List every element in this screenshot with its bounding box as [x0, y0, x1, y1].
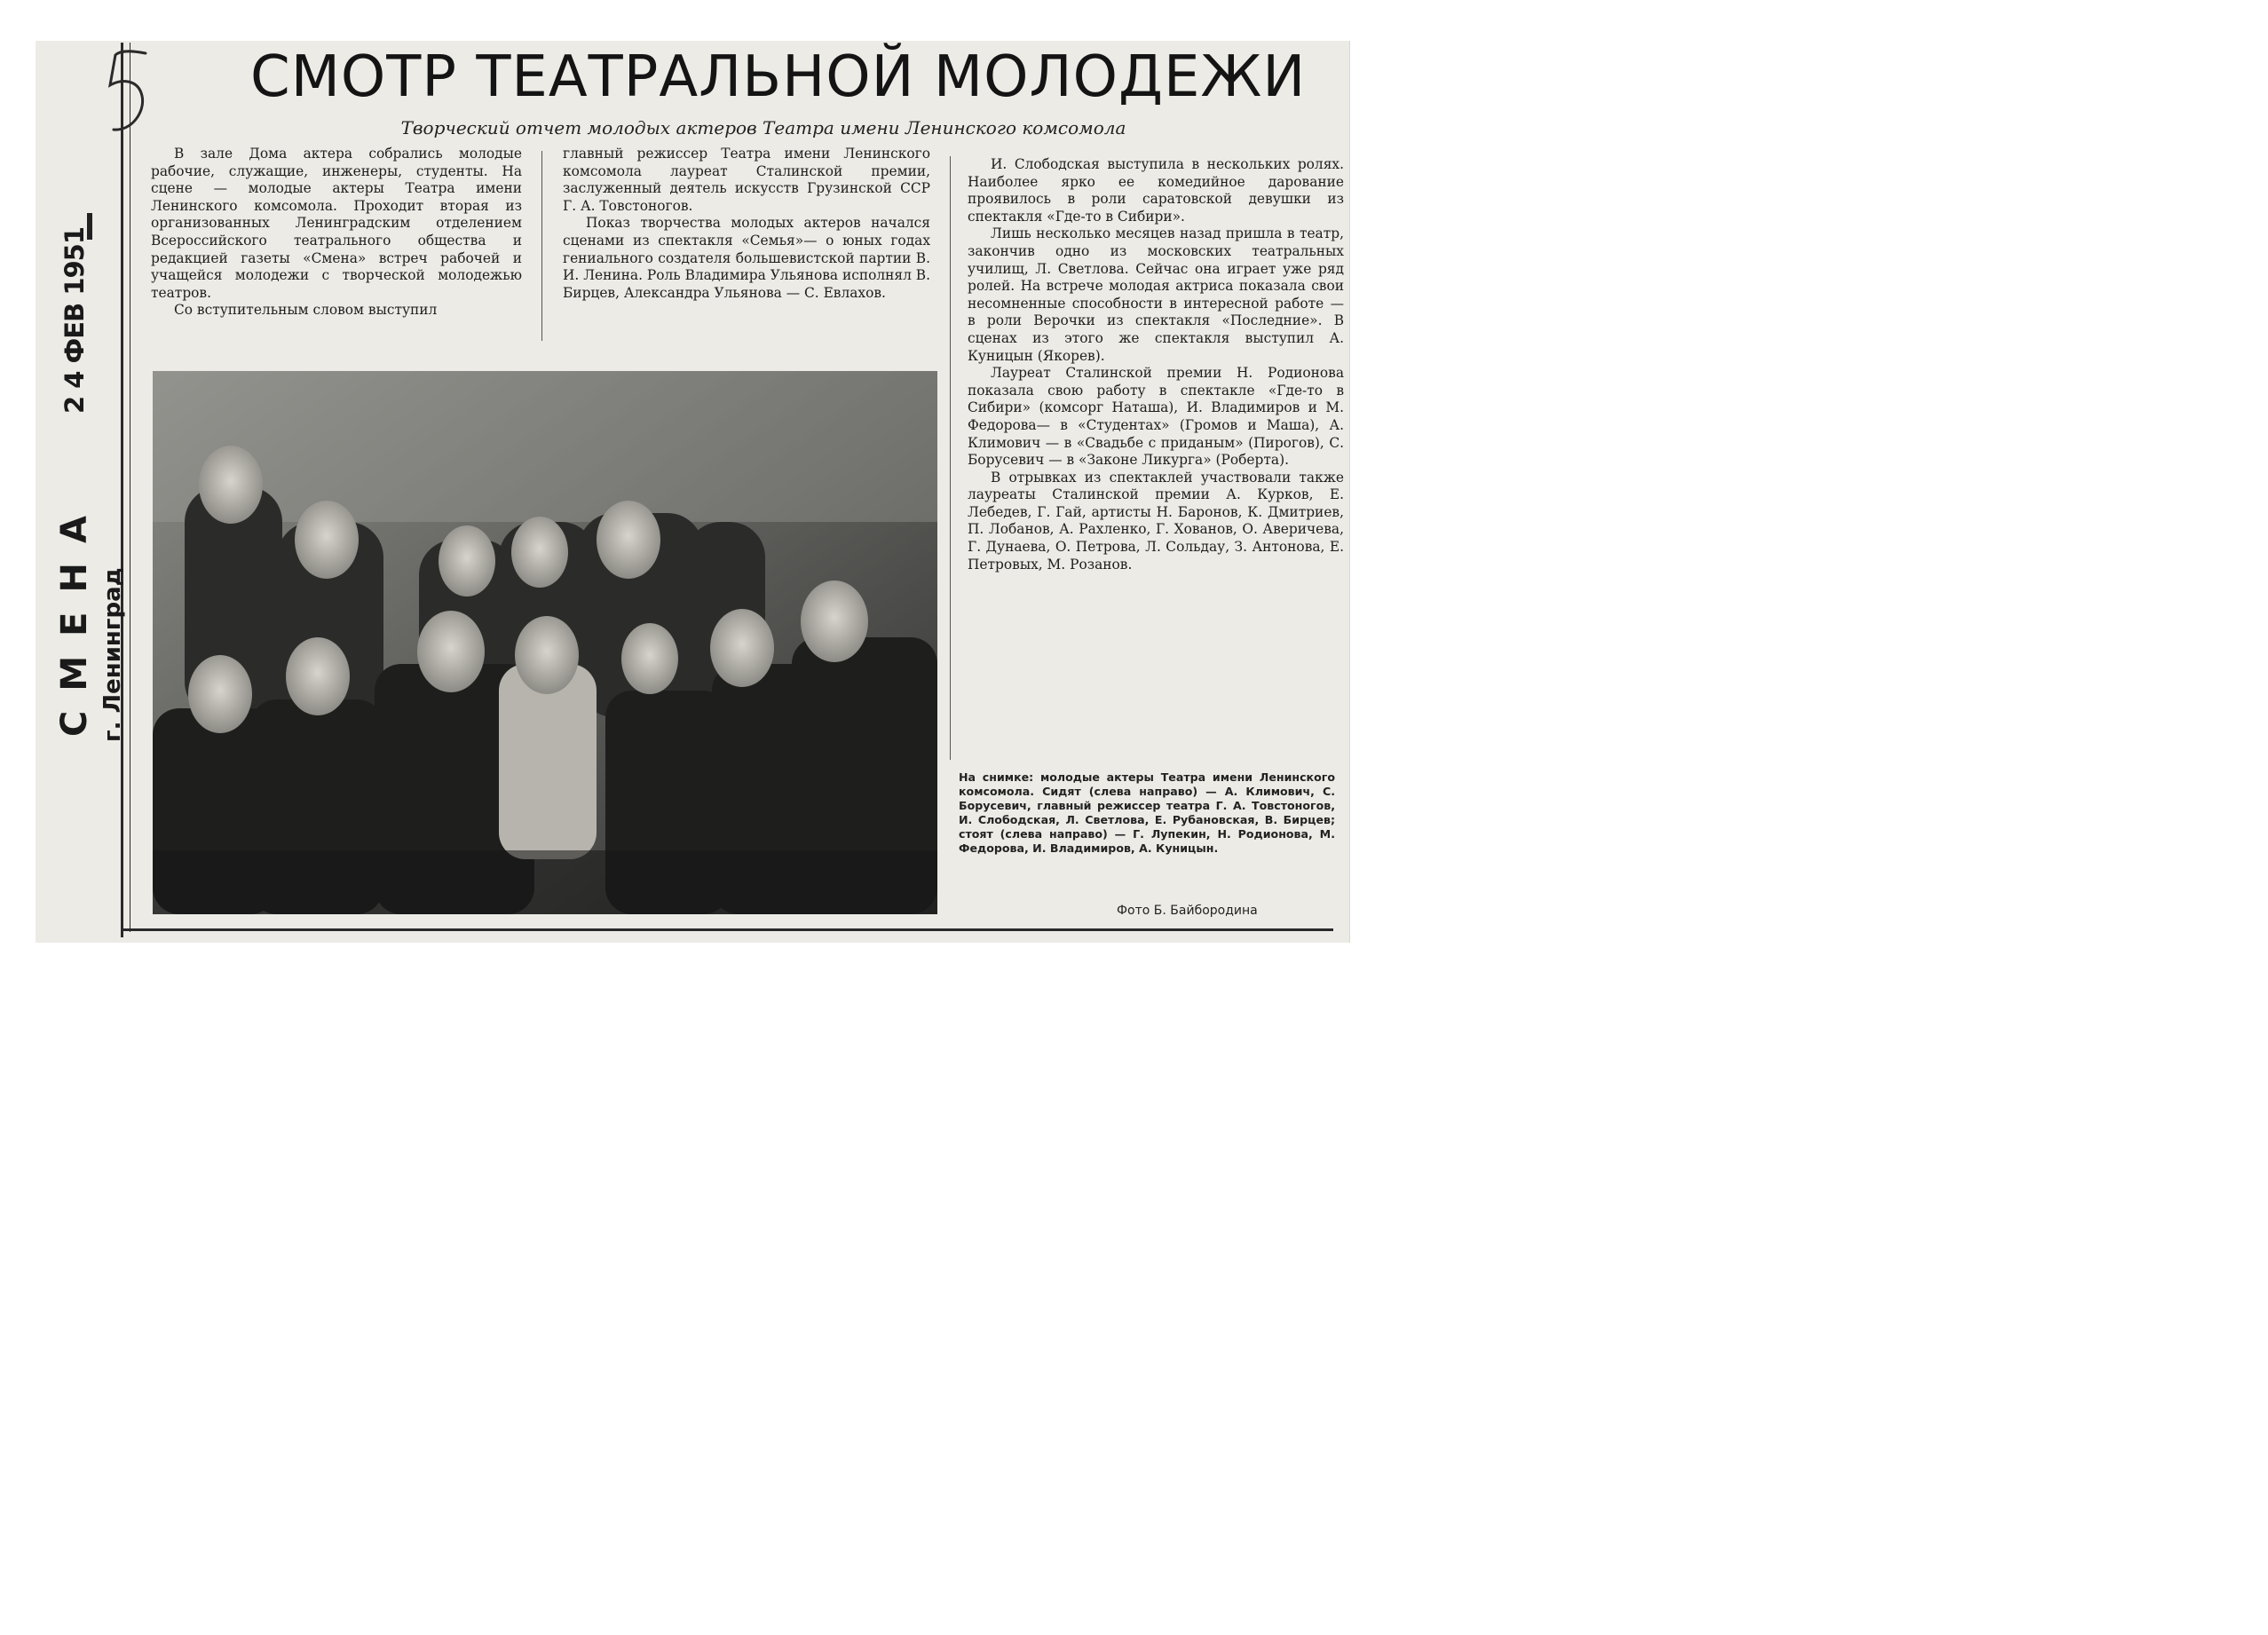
- photo-credit: Фото Б. Байбородина: [1117, 904, 1258, 918]
- left-frame-rule: [121, 43, 123, 937]
- column-divider: [950, 156, 951, 760]
- paragraph: главный режиссер Театра имени Ленинского комсомола лауреат Сталинской премии, заслуженный деятель искусств Грузинской ССР Г. А. Товстоногов.: [563, 146, 930, 214]
- paragraph: Лишь несколько месяцев назад пришла в театр, закончив одно из московских театральных училищ, Л. Светлова. Сейчас она играет уже ряд ролей. На встрече молодая актриса показала свои несомненные способности в интересной работе — в роли Верочки из спектакля «Последние». В сценах из этого же спектакля выступил А. Куницын (Якорев).: [968, 225, 1344, 364]
- photo-caption: На снимке: молодые актеры Театра имени Ленинского комсомола. Сидят (слева направо) — А. Климович, С. Борусевич, главный режиссер театра Г. А. Товстоногов, И. Слободская, Л. Светлова, Е. Рубановская, В. Бирцев; стоят (слева направо) — Г. Лупекин, Н. Родионова, М. Федорова, И. Владимиров, А. Куницын.: [959, 770, 1335, 855]
- column-divider: [541, 151, 542, 341]
- newspaper-city: г. Ленинград: [99, 567, 126, 742]
- paragraph: И. Слободская выступила в нескольких ролях. Наиболее ярко ее комедийное дарование проявилось в роли саратовской девушки из спектакля «Где-то в Сибири».: [968, 156, 1344, 225]
- article-subhead: Творческий отчет молодых актеров Театра имени Ленинского комсомола: [400, 117, 1126, 138]
- group-photo: [153, 371, 937, 914]
- group-photo-image: [153, 371, 937, 914]
- paragraph: Лауреат Сталинской премии Н. Родионова показала свою работу в спектакле «Где-то в Сибири» (комсорг Наташа), И. Владимиров и М. Федорова— в «Студентах» (Громов и Маша), А. Климович — в «Свадьбе с приданым» (Пирогов), С. Борусевич — в «Законе Ликурга» (Роберта).: [968, 365, 1344, 469]
- stamp-date: [62, 351, 87, 414]
- page: [0, 0, 1376, 980]
- text-column-3: [968, 156, 1344, 573]
- bottom-frame-rule: [121, 928, 1333, 931]
- paragraph: В отрывках из спектаклей участвовали также лауреаты Сталинской премии А. Курков, Е. Лебедев, Г. Гай, артисты Н. Баронов, К. Дмитриев, П. Лобанов, А. Рахленко, Г. Хованов, О. Аверичева, Г. Дунаева, О. Петрова, Л. Сольдау, З. Антонова, Е. Петровых, М. Розанов.: [968, 469, 1344, 573]
- newspaper-name: СМЕНА: [54, 496, 95, 737]
- article-headline: СМОТР ТЕАТРАЛЬНОЙ МОЛОДЕЖИ: [250, 44, 1307, 110]
- text-column-2: [563, 146, 930, 302]
- text-column-1: [151, 146, 522, 320]
- paragraph: Показ творчества молодых актеров начался сценами из спектакля «Семья»— о юных годах гениального создателя большевистской партии В. И. Ленина. Роль Владимира Ульянова исполнял В. Бирцев, Александра Ульянова — С. Евлахов.: [563, 215, 930, 301]
- paragraph: Со вступительным словом выступил: [174, 302, 438, 319]
- pencil-mark: [92, 46, 154, 153]
- paragraph: В зале Дома актера собрались молодые рабочие, служащие, инженеры, студенты. На сцене — молодые актеры Театра имени Ленинского комсомола. Проходит вторая из организованных Ленинградским отделением Всероссийского театрального общества и редакцией газеты «Смена» встреч рабочей и учащейся молодежи с творческой молодежью театров.: [151, 146, 522, 301]
